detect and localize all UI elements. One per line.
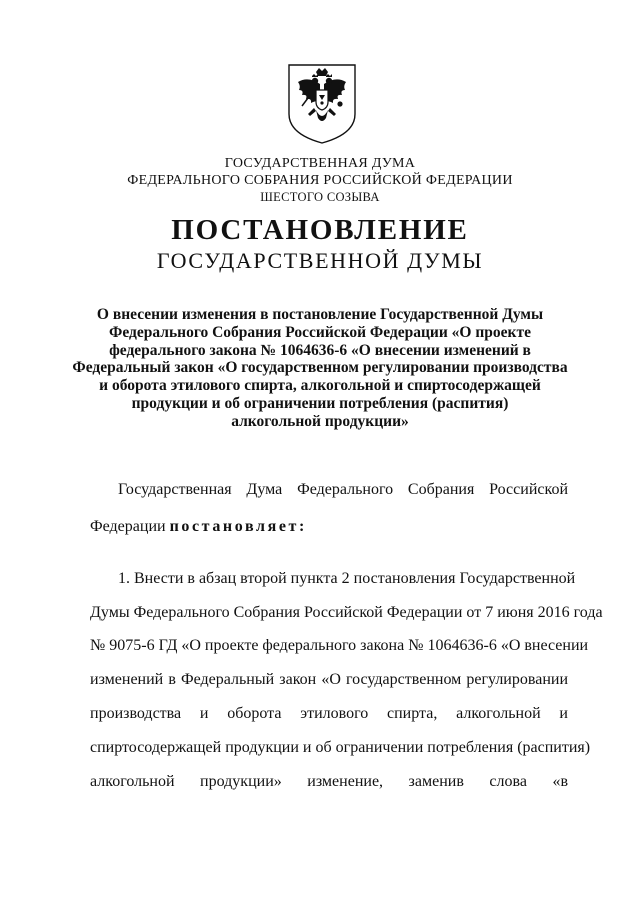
subject-line: продукции и об ограничении потребления (распития): [131, 394, 509, 412]
document-issuer-title: ГОСУДАРСТВЕННОЙ ДУМЫ: [156, 248, 484, 273]
preamble-line-1: Государственная Дума Федерального Собрания Российской: [118, 481, 568, 498]
paragraph-line: № 9075-6 ГД «О проекте федерального закона № 1064636-6 «О внесении: [90, 637, 589, 654]
resolves-word: постановляет:: [169, 518, 307, 535]
preamble-federation-word: Федерации: [90, 518, 166, 535]
paragraph-line: 1. Внести в абзац второй пункта 2 постановления Государственной: [118, 570, 576, 587]
subject-line: Федерального Собрания Российской Федерации «О проекте: [109, 323, 531, 341]
subject-line: Федеральный закон «О государственном регулировании производства: [72, 359, 568, 377]
document-type-title: ПОСТАНОВЛЕНИЕ: [171, 214, 469, 246]
paragraph-line: алкогольной продукции» изменение, заменив слова «в: [90, 773, 568, 790]
issuer-header-line-2: ФЕДЕРАЛЬНОГО СОБРАНИЯ РОССИЙСКОЙ ФЕДЕРАЦИИ: [127, 173, 513, 188]
paragraph-line: спиртосодержащей продукции и об ограничении потребления (распития): [90, 739, 591, 756]
subject-line: алкогольной продукции»: [231, 412, 409, 430]
coat-of-arms-icon: [286, 62, 358, 146]
paragraph-line: производства и оборота этилового спирта, алкогольной и: [90, 705, 568, 722]
preamble-line-2: [90, 518, 568, 536]
subject-line: и оборота этилового спирта, алкогольной и спиртосодержащей: [99, 377, 541, 395]
subject-line: О внесении изменения в постановление Государственной Думы: [96, 306, 544, 323]
subject-line: федерального закона № 1064636-6 «О внесении изменений в: [109, 341, 531, 359]
issuer-header-line-1: ГОСУДАРСТВЕННАЯ ДУМА: [224, 156, 416, 171]
document-subject: [0, 306, 640, 431]
convocation-line: ШЕСТОГО СОЗЫВА: [260, 190, 380, 204]
paragraph-line: изменений в Федеральный закон «О государственном регулировании: [90, 671, 568, 688]
paragraph-line: Думы Федерального Собрания Российской Федерации от 7 июня 2016 года: [90, 604, 603, 621]
